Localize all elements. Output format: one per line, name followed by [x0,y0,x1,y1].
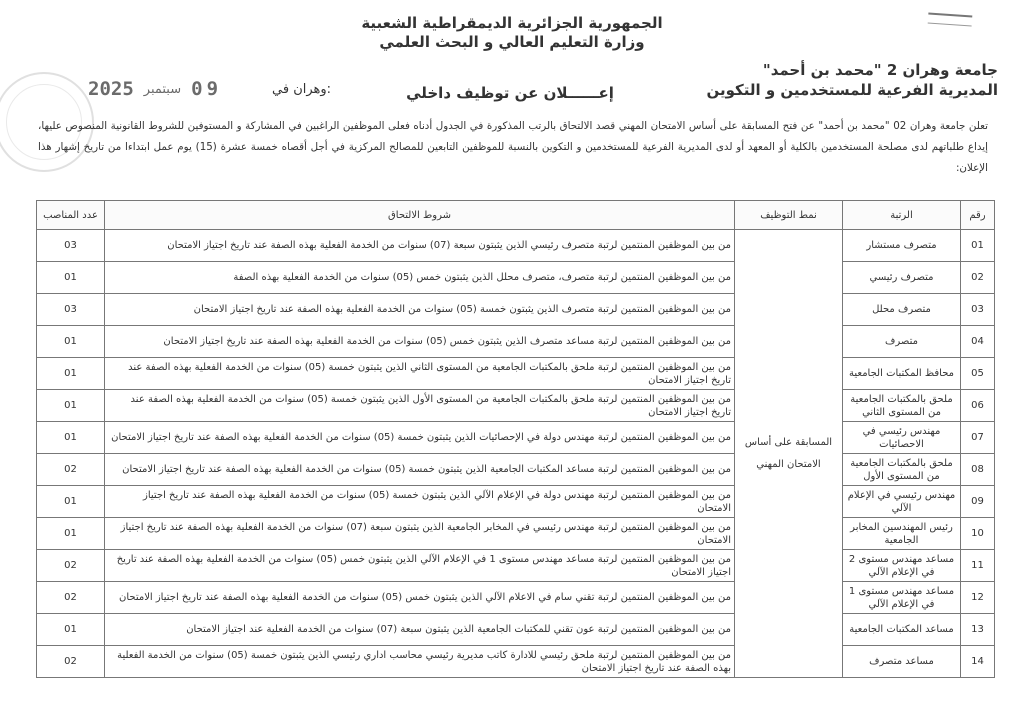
table-row [37,550,995,582]
row-conditions: من بين الموظفين المنتمين لرتبة عون تقني للمكتبات الجامعية الذين يثبتون سبعة (07) سنوات من الخدمة الفعلية عند اجتياز الامتحان [105,614,735,646]
row-posts: 01 [37,486,105,518]
row-number: 08 [961,454,995,486]
place-label: وهران في: [272,81,332,97]
row-conditions: من بين الموظفين المنتمين لرتبة متصرف، متصرف محلل الذين يثبتون خمس (05) سنوات من الخدمة الفعلية بهذه الصفة [105,262,735,294]
table-row [37,486,995,518]
row-posts: 01 [37,518,105,550]
row-posts: 03 [37,294,105,326]
table-row [37,326,995,358]
table-row [37,454,995,486]
ministry-title: وزارة التعليم العالي و البحث العلمي [379,33,645,51]
row-posts: 02 [37,550,105,582]
republic-title: الجمهورية الجزائرية الديمقراطية الشعبية [361,14,663,32]
table-row [37,230,995,262]
header-posts: عدد المناصب [37,201,105,230]
header-number: رقم [961,201,995,230]
table-row [37,358,995,390]
table-row [37,390,995,422]
row-grade: ملحق بالمكتبات الجامعية من المستوى الأول [843,454,961,486]
row-conditions: من بين الموظفين المنتمين لرتبة مساعد المكتبات الجامعية الذين يثبتون خمسة (05) سنوات من الخدمة الفعلية بهذه الصفة عند تاريخ اجتياز الامتحان [105,454,735,486]
directorate-name: المديرية الفرعية للمستخدمين و التكوين [706,81,998,99]
row-posts: 02 [37,454,105,486]
row-number: 09 [961,486,995,518]
row-grade: مهندس رئيسي في الإعلام الآلي [843,486,961,518]
header-mode: نمط التوظيف [735,201,843,230]
header-grade: الرتبة [843,201,961,230]
row-posts: 02 [37,646,105,678]
header-center [0,14,1024,52]
row-posts: 01 [37,390,105,422]
row-number: 05 [961,358,995,390]
row-grade: متصرف مستشار [843,230,961,262]
row-conditions: من بين الموظفين المنتمين لرتبة مساعد متصرف الذين يثبتون خمس (05) سنوات من الخدمة الفعلية بهذه الصفة عند تاريخ اجتياز الامتحان [105,326,735,358]
row-posts: 02 [37,582,105,614]
row-grade: متصرف محلل [843,294,961,326]
row-posts: 01 [37,262,105,294]
table-row [37,646,995,678]
row-conditions: من بين الموظفين المنتمين لرتبة متصرف رئيسي الذين يثبتون سبعة (07) سنوات من الخدمة الفعلية بهذه الصفة عند تاريخ اجتياز الامتحان [105,230,735,262]
table-row [37,262,995,294]
positions-table [36,200,995,678]
row-grade: مهندس رئيسي في الاحصائيات [843,422,961,454]
announcement-title: إعــــــلان عن توظيف داخلي [406,84,614,102]
table-row [37,614,995,646]
header-conditions: شروط الالتحاق [105,201,735,230]
date-month: سبتمبر [143,81,182,97]
row-grade: مساعد متصرف [843,646,961,678]
row-number: 10 [961,518,995,550]
row-posts: 01 [37,614,105,646]
row-conditions: من بين الموظفين المنتمين لرتبة ملحق رئيسي للادارة كاتب مديرية رئيسي محاسب اداري رئيسي الذين يثبتون خمسة (05) سنوات من الخدمة الفعلية بهذه الصفة عند تاريخ اجتياز الامتحان [105,646,735,678]
row-number: 07 [961,422,995,454]
row-conditions: من بين الموظفين المنتمين لرتبة مهندس رئيسي في المخابر الجامعية الذين يثبتون سبعة (07) سنوات من الخدمة الفعلية بهذه الصفة عند تاريخ اجتياز الامتحان [105,518,735,550]
row-grade: مساعد المكتبات الجامعية [843,614,961,646]
date-day: 09 [191,78,223,100]
recruitment-mode: المسابقة على أساس الامتحان المهني [735,230,843,678]
row-conditions: من بين الموظفين المنتمين لرتبة مهندس دولة في الإحصائيات الذين يثبتون خمسة (05) سنوات من الخدمة الفعلية بهذه الصفة عند تاريخ اجتياز الامتحان [105,422,735,454]
row-conditions: من بين الموظفين المنتمين لرتبة متصرف الذين يثبتون خمسة (05) سنوات من الخدمة الفعلية بهذه الصفة عند تاريخ اجتياز الامتحان [105,294,735,326]
table-row [37,422,995,454]
row-posts: 01 [37,326,105,358]
table-body [37,230,995,678]
row-conditions: من بين الموظفين المنتمين لرتبة مساعد مهندس مستوى 1 في الإعلام الآلي الذين يثبتون خمس (05) سنوات من الخدمة الفعلية بهذه الصفة عند تاريخ اجتياز الامتحان [105,550,735,582]
row-conditions: من بين الموظفين المنتمين لرتبة تقني سام في الاعلام الآلي الذين يثبتون خمس (05) سنوات من الخدمة الفعلية بهذه الصفة عند تاريخ اجتياز الامتحان [105,582,735,614]
row-number: 13 [961,614,995,646]
row-grade: متصرف [843,326,961,358]
row-number: 14 [961,646,995,678]
row-posts: 01 [37,422,105,454]
date-line [88,78,388,100]
table-row [37,294,995,326]
row-conditions: من بين الموظفين المنتمين لرتبة ملحق بالمكتبات الجامعية من المستوى الأول الذين يثبتون خمسة (05) سنوات من الخدمة الفعلية بهذه الصفة عند تاريخ اجتياز الامتحان [105,390,735,422]
row-number: 12 [961,582,995,614]
university-name: جامعة وهران 2 "محمد بن أحمد" [762,61,998,79]
row-grade: ملحق بالمكتبات الجامعية من المستوى الثاني [843,390,961,422]
row-grade: رئيس المهندسين المخابر الجامعية [843,518,961,550]
row-grade: متصرف رئيسي [843,262,961,294]
row-grade: محافظ المكتبات الجامعية [843,358,961,390]
row-grade: مساعد مهندس مستوى 1 في الإعلام الآلي [843,582,961,614]
row-posts: 03 [37,230,105,262]
row-number: 04 [961,326,995,358]
header-right [706,60,998,100]
date-year: 2025 [88,78,134,100]
row-posts: 01 [37,358,105,390]
row-conditions: من بين الموظفين المنتمين لرتبة مهندس دولة في الإعلام الآلي الذين يثبتون خمسة (05) سنوات من الخدمة الفعلية بهذه الصفة عند تاريخ اجتياز الامتحان [105,486,735,518]
row-grade: مساعد مهندس مستوى 2 في الإعلام الآلي [843,550,961,582]
row-number: 11 [961,550,995,582]
row-number: 03 [961,294,995,326]
row-number: 02 [961,262,995,294]
table-row [37,582,995,614]
row-number: 06 [961,390,995,422]
table-header-row [37,201,995,230]
table-row [37,518,995,550]
row-number: 01 [961,230,995,262]
intro-paragraph: تعلن جامعة وهران 02 "محمد بن أحمد" عن فتح المسابقة على أساس الامتحان المهني قصد الالتحاق بالرتب المذكورة في الجدول أدناه فعلى الموظفين الراغبين في المشاركة و المستوفين للشروط القانونية المنصوص عليها، إيداع طلباتهم لدى مصلحة المستخدمين بالكلية أو المعهد أو لدى المديرية الفرعية للمستخدمين و التكوين بالنسبة للموظفين التابعين للمصالح المركزية في أجل أقصاه خمسة عشرة (15) يوم عمل ابتداءا من تاريخ إشهار هذا الإعلان: [38,120,988,174]
row-conditions: من بين الموظفين المنتمين لرتبة ملحق بالمكتبات الجامعية من المستوى الثاني الذين يثبتون خمسة (05) سنوات من الخدمة الفعلية بهذه الصفة عند تاريخ اجتياز الامتحان [105,358,735,390]
